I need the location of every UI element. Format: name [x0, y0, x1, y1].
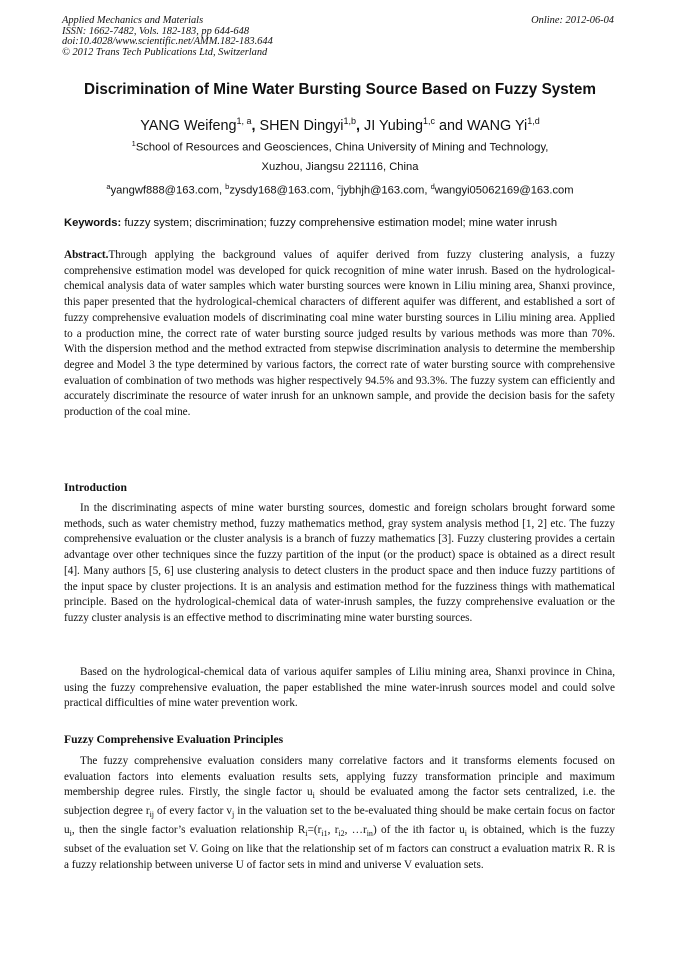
email-superscript: b: [225, 182, 230, 191]
subscript: in: [366, 829, 373, 839]
email-address[interactable]: yangwf888@163.com: [110, 184, 219, 197]
subscript: i: [305, 829, 308, 839]
author-name: JI Yubing: [364, 117, 423, 134]
principles-text: in the valuation set to the be-evaluated thing should be make certain focus on factor u: [64, 805, 615, 837]
email-separator: ,: [330, 184, 338, 197]
subscript: ij: [149, 810, 155, 820]
principles-text: of every factor v: [154, 805, 232, 818]
author-separator: ,: [251, 117, 260, 134]
subscript: i: [69, 829, 72, 839]
affiliation-superscript: 1: [131, 139, 136, 148]
online-date: Online: 2012-06-04: [531, 15, 614, 26]
paper-title: Discrimination of Mine Water Bursting Source Based on Fuzzy System: [84, 81, 596, 98]
author-superscript: 1,c: [422, 116, 435, 126]
author-superscript: 1,b: [343, 116, 357, 126]
principles-heading: Fuzzy Comprehensive Evaluation Principles: [64, 733, 284, 746]
email-address[interactable]: zysdy168@163.com: [229, 184, 331, 197]
keywords-label: Keywords:: [64, 217, 122, 229]
journal-name: Applied Mechanics and Materials: [62, 15, 204, 26]
issn-line: ISSN: 1662-7482, Vols. 182-183, pp 644-648: [62, 25, 250, 37]
principles-text: ) of the ith factor u: [372, 824, 465, 837]
principles-paragraph: [64, 754, 615, 874]
email-separator: ,: [218, 184, 226, 197]
author-name: WANG Yi: [467, 117, 528, 134]
principles-text: should be evaluated among the factor sets centralized, i.e. the subjection degree r: [64, 786, 616, 818]
author-name: SHEN Dingyi: [259, 117, 344, 134]
running-header: [62, 16, 614, 58]
principles-text: =(r: [307, 824, 322, 837]
subscript: i1: [321, 829, 328, 839]
author-superscript: 1,d: [527, 116, 540, 126]
affiliation-line-1: [40, 139, 640, 154]
email-address[interactable]: jybhjh@163.com: [340, 184, 425, 197]
email-address[interactable]: wangyi05062169@163.com: [434, 184, 574, 197]
subscript: i: [312, 791, 315, 801]
abstract-paragraph: [64, 248, 615, 421]
introduction-heading: Introduction: [64, 481, 127, 494]
subscript: i: [464, 829, 467, 839]
keywords: [64, 217, 624, 229]
email-superscript: a: [106, 182, 111, 191]
subscript: j: [231, 810, 235, 820]
author-list: [40, 116, 640, 134]
keywords-text: fuzzy system; discrimination; fuzzy comprehensive estimation model; mine water inrush: [124, 217, 558, 229]
email-superscript: d: [430, 182, 435, 191]
doi-line: doi:10.4028/www.scientific.net/AMM.182-183.644: [62, 36, 273, 48]
principles-text: , …r: [344, 824, 367, 837]
email-superscript: c: [337, 182, 341, 191]
principles-text: , r: [327, 824, 339, 837]
author-separator: ,: [356, 117, 365, 134]
copyright-line: © 2012 Trans Tech Publications Ltd, Switzerland: [62, 46, 268, 58]
introduction-paragraph-2: Based on the hydrological-chemical data of various aquifer samples of Liliu mining area, Shanxi province in China, using the fuzzy comprehensive evaluation, the paper established the mine water-inrush sources model and could solve practical difficulties of mine water prevention work.: [64, 666, 615, 710]
subscript: i2: [338, 829, 345, 839]
abstract-text: Through applying the background values of aquifer derived from fuzzy clustering analysis, a fuzzy comprehensive estimation model was developed for quick recognition of mine water inrush. Based on the hydrological-chemical analysis data of water samples which water bursting sources were known in Liliu mining area, Shanxi province, this paper presented that the hydrological-chemical characters of different aquifer was different, and established a sort of fuzzy comprehensive evaluation models of discriminating coal mine water bursting sources in Liliu mining area. Applied to a production mine, the correct rate of water bursting source judged results by various methods was more than 70%. With the dispersion method and the method extracted from stepwise discrimination analysis to determine the membership degree and Model 3 the type determined by various factors, the correct rate of water bursting source with comprehensive evaluation of combination of two methods was higher respectively 94.5% and 93.3%. The fuzzy system can efficiently and accurately discriminate the resource of water inrush for an unknown sample, and provide the decision basis for the safety production of the coal mine.: [64, 249, 615, 419]
introduction-paragraph-1: In the discriminating aspects of mine water bursting sources, domestic and foreign scholars brought forward some methods, such as water chemistry method, fuzzy mathematics method, gray system analysis method [1, 2] etc. The fuzzy comprehensive evaluation or the cluster analysis is a branch of fuzzy mathematics [3]. Fuzzy clustering provides a certain advantage over other techniques since the fuzzy partition of the input (or the product) space is obtained as a direct result [4]. Many authors [5, 6] use clustering analysis to detect clusters in the product space and then induce fuzzy partitions of the input space by cluster projections. It is an analysis and estimation method for the fuzziness things with mathematical principle. Based on the hydrological-chemical data of water-inrush samples, the fuzzy comprehensive evaluation or the fuzzy cluster analysis is an effective method to discriminating mine water bursting sources.: [64, 502, 615, 624]
abstract-label: Abstract.: [64, 249, 109, 261]
author-name: YANG Weifeng: [140, 117, 237, 134]
author-separator: and: [434, 117, 467, 134]
author-superscript: 1, a: [236, 116, 252, 126]
email-line: [40, 182, 640, 197]
email-separator: ,: [424, 184, 431, 197]
principles-text: is obtained, which is the fuzzy subset of the evaluation set V. Going on like that the relationship set of m factors can construct a evaluation matrix R. R is a fuzzy relationship between universe U of factor sets in mind and universe V evaluation sets.: [64, 824, 615, 871]
affiliation-text: School of Resources and Geosciences, China University of Mining and Technology,: [135, 141, 549, 154]
principles-text: The fuzzy comprehensive evaluation considers many correlative factors and it transforms elements focused on evaluation factors into elements evaluation results sets, applying fuzzy transformation principle and maximum membership degree rules. Firstly, the single factor u: [64, 755, 615, 799]
affiliation-line-2: Xuzhou, Jiangsu 221116, China: [261, 161, 419, 173]
principles-text: , then the single factor’s evaluation relationship R: [71, 824, 306, 837]
